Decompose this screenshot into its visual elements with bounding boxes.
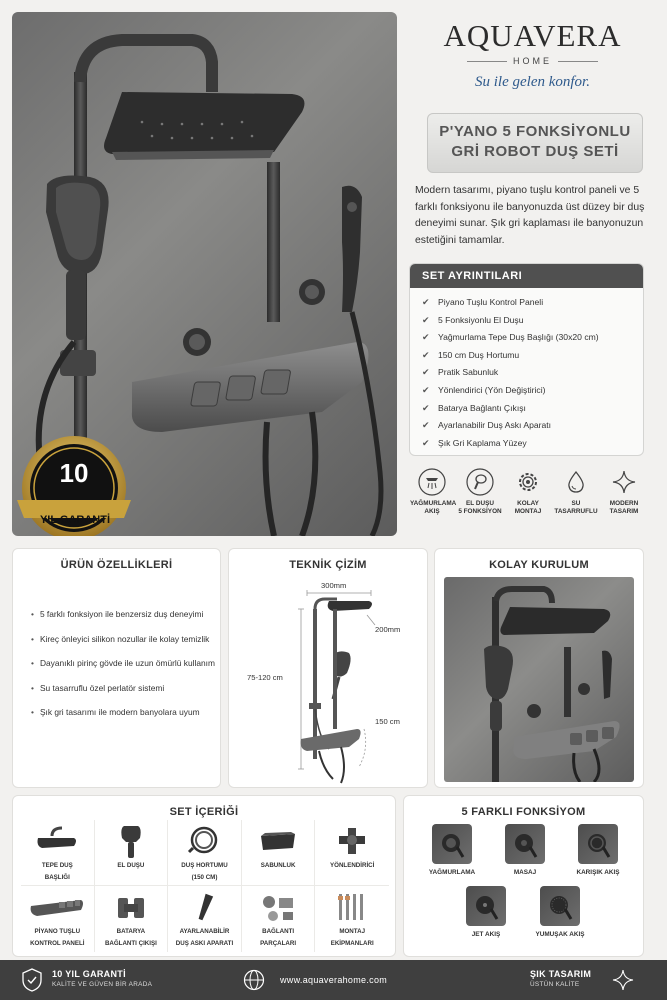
product-title-line2: GRİ ROBOT DUŞ SETİ: [451, 143, 619, 160]
mounting-kit-icon: [327, 890, 377, 924]
function-jet-flow: JET AKIŞ: [456, 886, 516, 938]
website-link[interactable]: www.aquaverahome.com: [280, 975, 388, 985]
technical-drawing-heading: TEKNİK ÇİZİM: [289, 559, 367, 571]
set-details-panel: [409, 263, 644, 456]
check-icon: ✔: [422, 314, 430, 325]
check-icon: ✔: [422, 420, 430, 431]
install-photo: [444, 577, 634, 782]
content-item-hose: DUŞ HORTUMU (150 CM): [168, 820, 242, 886]
control-panel-icon: [27, 890, 87, 924]
list-item: ✔ Yağmurlama Tepe Duş Başlığı (30x20 cm): [422, 329, 631, 347]
feature-hand-shower: EL DUŞU 5 FONKSİYON: [458, 468, 502, 516]
list-item: • Dayanıklı pirinç gövde ile uzun ömürlü kullanım: [31, 658, 220, 669]
product-features-list: [13, 571, 220, 718]
massage-flow-icon: [505, 824, 545, 864]
height-dimension: 75-120 cm: [247, 673, 283, 682]
gear-icon: [514, 468, 542, 496]
set-contents-grid: [21, 820, 389, 952]
footer-design: [530, 969, 591, 988]
content-item-connection-outlet: BATARYA BAĞLANTI ÇIKIŞI: [95, 886, 169, 952]
depth-dimension: 200mm: [375, 625, 401, 634]
footer-design-title: ŞIK TASARIM: [530, 969, 592, 979]
feature-modern-design: MODERN TASARIM: [602, 468, 646, 516]
list-item: ✔ Şık Gri Kaplama Yüzey: [422, 435, 631, 453]
rain-flow-icon: [432, 824, 472, 864]
footer-warranty-sub: KALİTE VE GÜVEN BİR ARADA: [52, 981, 153, 988]
list-item: ✔ 5 Fonksiyonlu El Duşu: [422, 312, 631, 330]
brand-block: [410, 18, 655, 91]
check-icon: ✔: [422, 367, 430, 378]
footer-design-sub: ÜSTÜN KALİTE: [530, 981, 580, 988]
divider-line: [558, 61, 598, 62]
product-description: Modern tasarımı, piyano tuşlu kontrol paneli ve 5 farklı fonksiyonu ile banyonuzda üst düzey bir duş deneyimi sunar. Şık gri kaplaması ile banyonuzun estetiğini tamamlar.: [415, 185, 645, 246]
technical-drawing: [229, 579, 429, 784]
hose-dimension: 150 cm: [375, 717, 400, 726]
check-icon: ✔: [422, 297, 430, 307]
hero-product-image: [12, 12, 397, 536]
list-item: ✔ Ayarlanabilir Duş Askı Aparatı: [422, 417, 631, 435]
brand-logo-text: AQUAVERA: [443, 18, 622, 53]
brand-tagline: Su ile gelen konfor.: [475, 74, 590, 90]
feature-icons-row: [410, 468, 646, 516]
set-details-heading: SET AYRINTILARI: [410, 264, 643, 288]
check-icon: ✔: [422, 349, 430, 360]
width-dimension: 300mm: [321, 581, 347, 590]
brand-sub-text: HOME: [513, 56, 552, 66]
footer-warranty-title: 10 YIL GARANTİ: [52, 969, 126, 979]
list-item: ✔ Batarya Bağlantı Çıkışı: [422, 400, 631, 418]
shower-holder-icon: [179, 890, 229, 924]
connection-outlet-icon: [106, 890, 156, 924]
rain-head-icon: [32, 824, 82, 858]
list-item: • Şık gri tasarımı ile modern banyolara uyum: [31, 707, 220, 718]
set-contents-card: [12, 795, 396, 957]
product-title-line1: P'YANO 5 FONKSİYONLU: [439, 123, 631, 140]
jet-flow-icon: [466, 886, 506, 926]
function-soft-flow: YUMUŞAK AKIŞ: [530, 886, 590, 938]
product-features-card: [12, 548, 221, 788]
functions-heading: 5 FARKLI FONKSİYOM: [461, 806, 586, 818]
feature-rain: YAĞMURLAMA AKIŞ: [410, 468, 454, 516]
list-item: ✔ Pratik Sabunluk: [422, 364, 631, 382]
diverter-icon: [327, 824, 377, 858]
easy-install-card: [434, 548, 644, 788]
content-item-rain-head: TEPE DUŞ BAŞLIĞI: [21, 820, 95, 886]
function-rain: YAĞMURLAMA: [422, 824, 482, 876]
list-item: • 5 farklı fonksiyon ile benzersiz duş deneyimi: [31, 609, 220, 620]
content-item-fittings: BAĞLANTI PARÇALARI: [242, 886, 316, 952]
content-item-soap-dish: SABUNLUK: [242, 820, 316, 886]
feature-easy-install: KOLAY MONTAJ: [506, 468, 550, 516]
mixed-flow-icon: [578, 824, 618, 864]
list-item: ✔ Piyano Tuşlu Kontrol Paneli: [422, 294, 631, 312]
functions-card: [403, 795, 644, 957]
content-item-control-panel: PİYANO TUŞLU KONTROL PANELİ: [21, 886, 95, 952]
check-icon: ✔: [422, 402, 430, 413]
product-title: [427, 113, 643, 173]
check-icon: ✔: [422, 384, 430, 395]
function-massage: MASAJ: [495, 824, 555, 876]
check-icon: ✔: [422, 437, 430, 448]
sparkle-icon: [612, 969, 634, 996]
list-item: • Kireç önleyici silikon nozullar ile kolay temizlik: [31, 634, 220, 645]
warranty-text: YIL GARANTİ: [39, 514, 111, 526]
feature-water-saving: SU TASARRUFLU: [554, 468, 598, 516]
easy-install-heading: KOLAY KURULUM: [489, 559, 589, 571]
function-mixed-flow: KARIŞIK AKIŞ: [568, 824, 628, 876]
footer-warranty: [52, 969, 152, 988]
fittings-icon: [253, 890, 303, 924]
hand-shower-icon: [466, 468, 494, 496]
content-item-hand-shower: EL DUŞU: [95, 820, 169, 886]
brand-sub: [410, 56, 655, 66]
content-item-diverter: YÖNLENDİRİCİ: [315, 820, 389, 886]
soap-dish-icon: [253, 824, 303, 858]
check-icon: ✔: [422, 332, 430, 343]
list-item: ✔ 150 cm Duş Hortumu: [422, 347, 631, 365]
rain-icon: [418, 468, 446, 496]
list-item: ✔ Yönlendirici (Yön Değiştirici): [422, 382, 631, 400]
technical-drawing-card: [228, 548, 428, 788]
hose-icon: [179, 824, 229, 858]
product-features-heading: ÜRÜN ÖZELLİKLERİ: [60, 559, 173, 571]
divider-line: [467, 61, 507, 62]
content-item-mounting-kit: MONTAJ EKİPMANLARI: [315, 886, 389, 952]
list-item: • Su tasarruflu özel perlatör sistemi: [31, 683, 220, 694]
shield-icon: [22, 968, 42, 997]
content-item-shower-holder: AYARLANABİLİR DUŞ ASKI APARATI: [168, 886, 242, 952]
set-details-list: [410, 288, 643, 456]
footer-bar: [0, 960, 667, 1000]
set-contents-heading: SET İÇERİĞİ: [169, 806, 239, 818]
soft-flow-icon: [540, 886, 580, 926]
sparkle-icon: [610, 468, 638, 496]
functions-grid: [404, 822, 645, 952]
water-drop-icon: [562, 468, 590, 496]
globe-icon: [243, 969, 265, 996]
warranty-number: 10: [59, 458, 89, 488]
hand-shower-icon: [106, 824, 156, 858]
